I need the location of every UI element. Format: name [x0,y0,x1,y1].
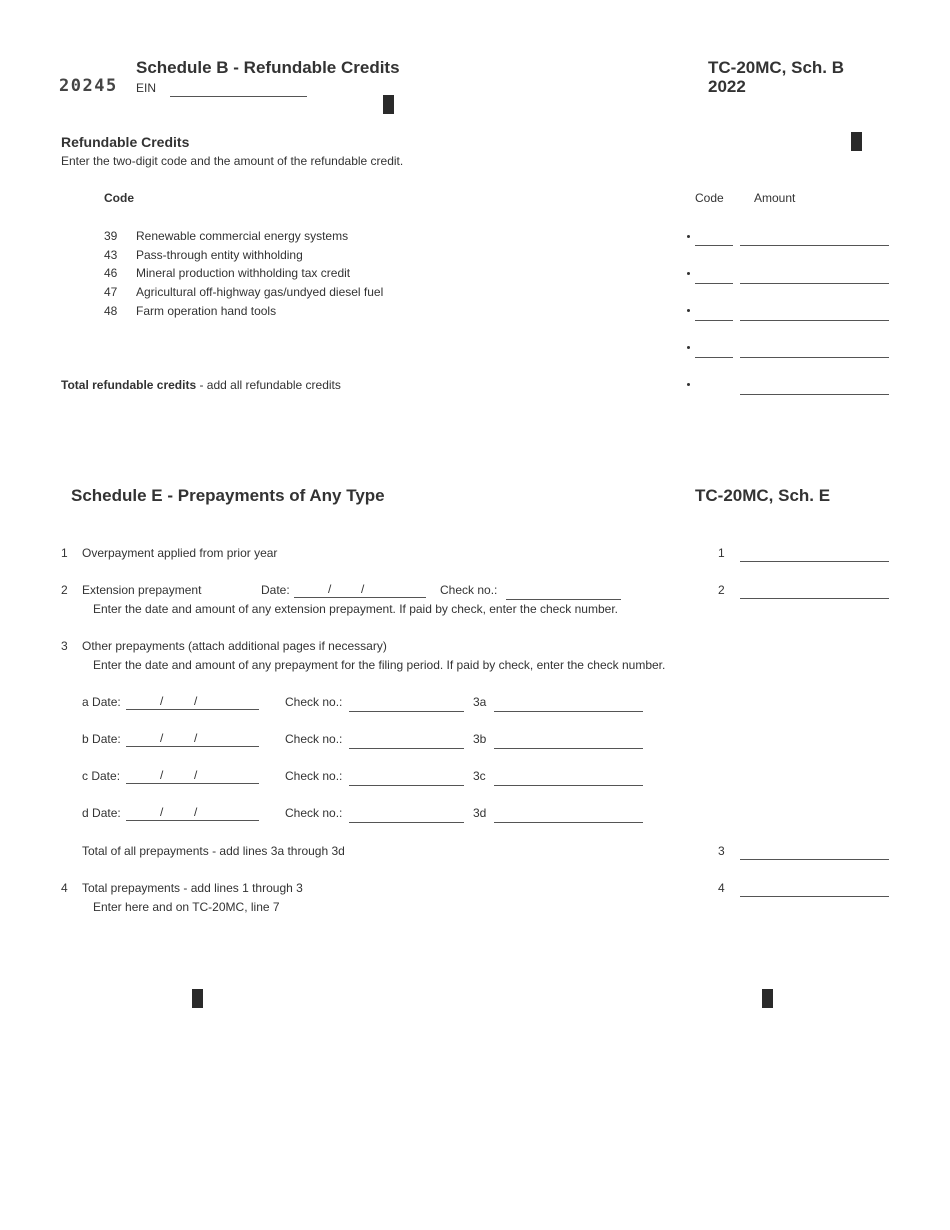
form-id-sch-b: TC-20MC, Sch. B [708,58,845,77]
credit-description: Renewable commercial energy systems [136,229,349,243]
row-amount-field[interactable] [494,730,643,749]
registration-mark [383,95,394,114]
line-number: 2 [61,583,68,597]
row-amount-field[interactable] [494,693,643,712]
credit-code: 46 [104,266,118,280]
row-box-number: 3c [473,769,486,783]
entry-bullet [687,235,690,238]
line-number: 1 [61,546,68,560]
line3-amount-field[interactable] [740,841,889,860]
code-list-header: Code [104,191,134,205]
row-letter [82,732,121,746]
date-slash: / [160,768,164,782]
date-slash: / [160,731,164,745]
credit-description: Farm operation hand tools [136,304,277,318]
registration-mark [851,132,862,151]
line4-label: Total prepayments - add lines 1 through 3 [82,881,303,895]
date-slash: / [160,805,164,819]
tax-year: 2022 [708,77,746,96]
entry-bullet [687,346,690,349]
row-check-no-field[interactable] [349,693,464,712]
credit-description: Agricultural off-highway gas/undyed diesel fuel [136,285,384,299]
total-refundable-amount-field[interactable] [740,376,889,395]
entry-bullet [687,309,690,312]
check-no-label: Check no.: [285,806,343,820]
line3-total-label: Total of all prepayments - add lines 3a through 3d [82,844,345,858]
line1-amount-field[interactable] [740,543,889,562]
row-letter [82,769,120,783]
credit-code: 43 [104,248,118,262]
refundable-instruction: Enter the two-digit code and the amount of the refundable credit. [61,154,404,168]
line2-date-field[interactable] [294,581,426,598]
schedule-b-title: Schedule B - Refundable Credits [136,58,400,77]
date-label: Date: [92,732,121,746]
line3-label: Other prepayments (attach additional pages if necessary) [82,639,387,653]
ein-label: EIN [136,81,157,95]
row-date-field[interactable] [126,804,259,821]
ein-field[interactable] [170,78,307,97]
row-check-no-field[interactable] [349,804,464,823]
registration-mark [762,989,773,1008]
check-no-label: Check no.: [285,732,343,746]
date-slash: / [361,582,365,596]
row-box-number: 3a [473,695,487,709]
line-box-number: 2 [718,583,725,597]
credit-description: Mineral production withholding tax credit [136,266,351,280]
date-slash: / [194,805,198,819]
refundable-credits-heading: Refundable Credits [61,134,190,150]
credit-amount-field-4[interactable] [740,339,889,358]
row-letter-text: a [82,695,89,709]
row-amount-field[interactable] [494,804,643,823]
row-date-field[interactable] [126,693,259,710]
row-amount-field[interactable] [494,767,643,786]
date-slash: / [160,694,164,708]
row-date-field[interactable] [126,767,259,784]
row-box-number: 3d [473,806,487,820]
total-refundable-label [61,378,341,392]
line2-amount-field[interactable] [740,580,889,599]
credit-code: 47 [104,285,118,299]
form-number: 20245 [59,76,118,96]
credit-description: Pass-through entity withholding [136,248,303,262]
total-refundable-rest: - add all refundable credits [196,378,341,392]
row-date-field[interactable] [126,730,259,747]
check-no-label: Check no.: [285,769,343,783]
line-box-number: 1 [718,546,725,560]
check-no-label: Check no.: [285,695,343,709]
row-box-number: 3b [473,732,487,746]
line3-instruction: Enter the date and amount of any prepayment for the filing period. If paid by check, enter the check number. [93,658,666,672]
credit-code-field-2[interactable] [695,265,733,284]
form-id-sch-e: TC-20MC, Sch. E [695,486,831,505]
credit-amount-field-2[interactable] [740,265,889,284]
line1-label: Overpayment applied from prior year [82,546,278,560]
column-code-header: Code [695,191,724,205]
total-refundable-bold: Total refundable credits [61,378,197,392]
row-letter-text: c [82,769,88,783]
row-letter-text: d [82,806,89,820]
row-letter-text: b [82,732,89,746]
row-check-no-field[interactable] [349,730,464,749]
line-number: 3 [61,639,68,653]
column-amount-header: Amount [754,191,796,205]
line2-instruction: Enter the date and amount of any extension prepayment. If paid by check, enter the check number. [93,602,618,616]
schedule-e-title: Schedule E - Prepayments of Any Type [71,486,385,505]
date-label: Date: [92,695,121,709]
row-letter [82,806,121,820]
line-box-number: 3 [718,844,725,858]
credit-code-field-1[interactable] [695,227,733,246]
registration-mark [192,989,203,1008]
credit-code-field-3[interactable] [695,302,733,321]
line2-check-no-field[interactable] [506,581,621,600]
date-slash: / [194,731,198,745]
line-number: 4 [61,881,68,895]
line2-label: Extension prepayment [82,583,202,597]
date-slash: / [328,582,332,596]
date-label: Date: [261,583,290,597]
entry-bullet [687,383,690,386]
line4-instruction: Enter here and on TC-20MC, line 7 [93,900,280,914]
date-label: Date: [91,769,121,783]
date-label: Date: [92,806,121,820]
line4-amount-field[interactable] [740,878,889,897]
date-slash: / [194,768,198,782]
date-slash: / [194,694,198,708]
credit-code-field-4[interactable] [695,339,733,358]
line-box-number: 4 [718,881,725,895]
credit-amount-field-1[interactable] [740,227,889,246]
check-no-label: Check no.: [440,583,498,597]
credit-amount-field-3[interactable] [740,302,889,321]
entry-bullet [687,272,690,275]
credit-code: 39 [104,229,118,243]
credit-code: 48 [104,304,118,318]
row-check-no-field[interactable] [349,767,464,786]
row-letter [82,695,121,709]
